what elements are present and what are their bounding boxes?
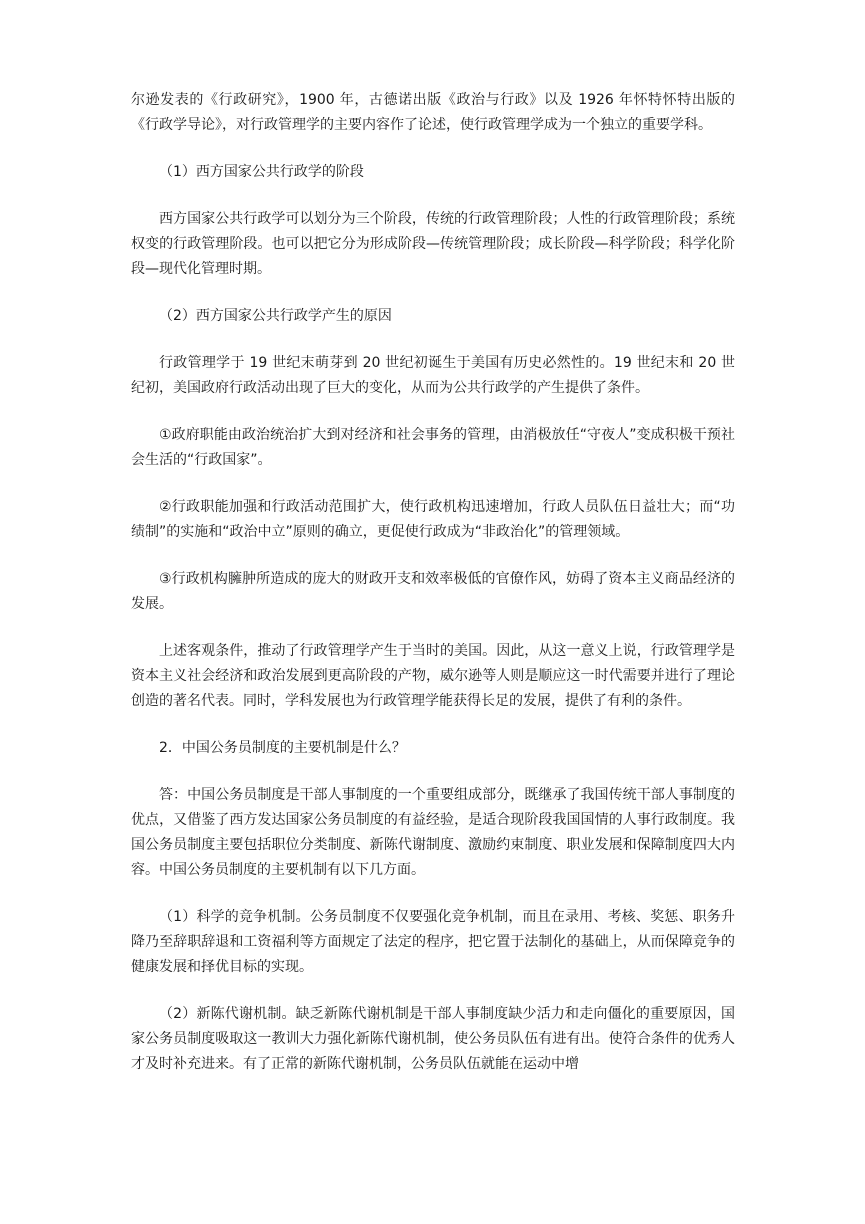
paragraph-continuation: 尔逊发表的《行政研究》，1900 年，古德诺出版《政治与行政》以及 1926 年怀特怀特出版的《行政学导论》，对行政管理学的主要内容作了论述，使行政管理学成为一个独立的重要学科。	[131, 92, 735, 133]
paragraph-cause-2: ②行政职能加强和行政活动范围扩大，使行政机构迅速增加，行政人员队伍日益壮大；而“功绩制”的实施和“政治中立”原则的确立，更促使行政成为“非政治化”的管理领域。	[131, 499, 735, 540]
paragraph-cause-1: ①政府职能由政治统治扩大到对经济和社会事务的管理，由消极放任“守夜人”变成积极干预社会生活的“行政国家”。	[131, 427, 735, 468]
document-page	[131, 88, 735, 1099]
subheading-stages: （1）西方国家公共行政学的阶段	[159, 164, 364, 180]
paragraph-causes: 行政管理学于 19 世纪末萌芽到 20 世纪初诞生于美国有历史必然性的。19 世纪末和 20 世纪初，美国政府行政活动出现了巨大的变化，从而为公共行政学的产生提供了条件。	[131, 355, 735, 396]
paragraph-metabolism-mechanism: （2）新陈代谢机制。缺乏新陈代谢机制是干部人事制度缺少活力和走向僵化的重要原因，国家公务员制度吸取这一教训大力强化新陈代谢机制，使公务员队伍有进有出。使符合条件的优秀人才及时补充进来。有了正常的新陈代谢机制，公务员队伍就能在运动中增	[131, 1006, 735, 1072]
paragraph-answer: 答：中国公务员制度是干部人事制度的一个重要组成部分，既继承了我国传统干部人事制度的优点，又借鉴了西方发达国家公务员制度的有益经验，是适合现阶段我国国情的人事行政制度。我国公务员制度主要包括职位分类制度、新陈代谢制度、激励约束制度、职业发展和保障制度四大内容。中国公务员制度的主要机制有以下几方面。	[131, 787, 735, 878]
paragraph-cause-3: ③行政机构臃肿所造成的庞大的财政开支和效率极低的官僚作风，妨碍了资本主义商品经济的发展。	[131, 571, 735, 612]
paragraph-stages: 西方国家公共行政学可以划分为三个阶段，传统的行政管理阶段；人性的行政管理阶段；系统权变的行政管理阶段。也可以把它分为形成阶段—传统管理阶段；成长阶段—科学阶段；科学化阶段—现代化管理时期。	[131, 211, 735, 277]
question-2-heading: 2．中国公务员制度的主要机制是什么？	[159, 740, 406, 756]
subheading-causes: （2）西方国家公共行政学产生的原因	[159, 308, 392, 324]
paragraph-summary: 上述客观条件，推动了行政管理学产生于当时的美国。因此，从这一意义上说，行政管理学是资本主义社会经济和政治发展到更高阶段的产物，威尔逊等人则是顺应这一时代需要并进行了理论创造的著名代表。同时，学科发展也为行政管理学能获得长足的发展，提供了有利的条件。	[131, 643, 735, 709]
paragraph-competition-mechanism: （1）科学的竞争机制。公务员制度不仅要强化竞争机制，而且在录用、考核、奖惩、职务升降乃至辞职辞退和工资福利等方面规定了法定的程序，把它置于法制化的基础上，从而保障竞争的健康发展和择优目标的实现。	[131, 909, 735, 975]
